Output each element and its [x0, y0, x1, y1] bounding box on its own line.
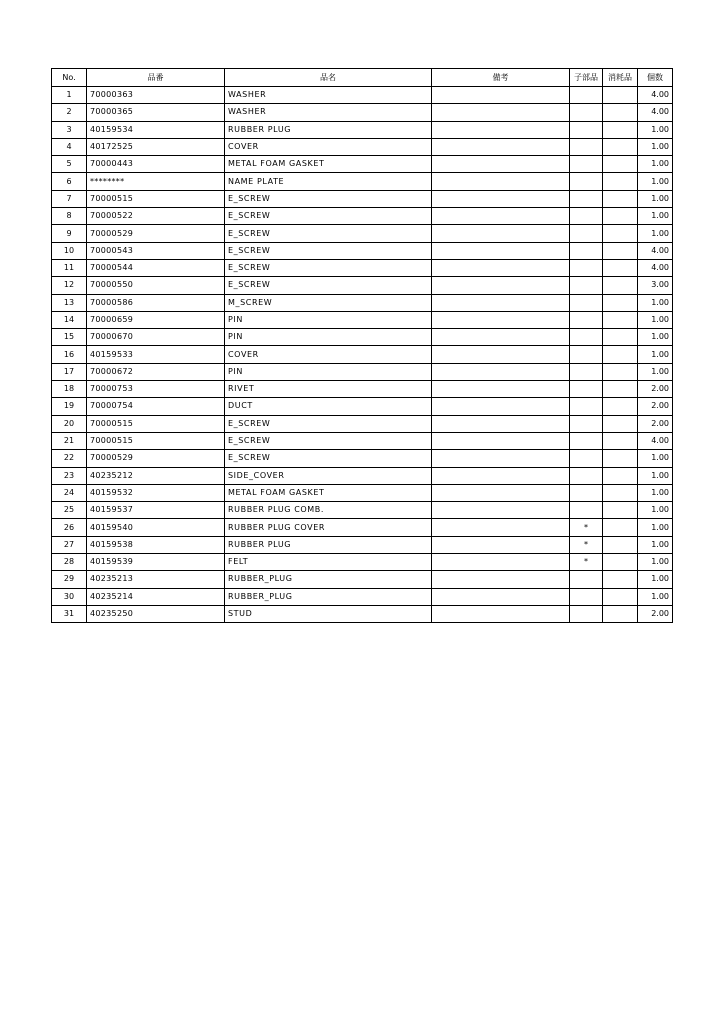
cell-quantity: 1.00: [638, 467, 673, 484]
header-no: No.: [52, 69, 87, 87]
cell-remarks: [432, 329, 570, 346]
cell-consumable: [603, 87, 638, 104]
cell-no: 6: [52, 173, 87, 190]
table-row: [52, 329, 673, 346]
cell-remarks: [432, 363, 570, 380]
table-row: [52, 156, 673, 173]
cell-quantity: 1.00: [638, 225, 673, 242]
cell-consumable: [603, 277, 638, 294]
cell-sub-part: *: [570, 536, 603, 553]
cell-part-number: ********: [87, 173, 225, 190]
cell-quantity: 4.00: [638, 87, 673, 104]
cell-no: 7: [52, 190, 87, 207]
cell-remarks: [432, 415, 570, 432]
cell-consumable: [603, 554, 638, 571]
cell-no: 28: [52, 554, 87, 571]
cell-consumable: [603, 242, 638, 259]
cell-remarks: [432, 311, 570, 328]
cell-consumable: [603, 502, 638, 519]
cell-quantity: 4.00: [638, 104, 673, 121]
cell-part-name: RIVET: [225, 381, 432, 398]
cell-no: 14: [52, 311, 87, 328]
table-row: [52, 311, 673, 328]
table-row: [52, 87, 673, 104]
cell-remarks: [432, 588, 570, 605]
cell-sub-part: *: [570, 554, 603, 571]
cell-no: 31: [52, 605, 87, 622]
cell-sub-part: [570, 104, 603, 121]
cell-quantity: 1.00: [638, 588, 673, 605]
cell-consumable: [603, 536, 638, 553]
cell-no: 23: [52, 467, 87, 484]
cell-consumable: [603, 173, 638, 190]
cell-quantity: 1.00: [638, 294, 673, 311]
cell-consumable: [603, 259, 638, 276]
table-row: [52, 467, 673, 484]
table-row: [52, 173, 673, 190]
cell-sub-part: [570, 571, 603, 588]
cell-sub-part: [570, 311, 603, 328]
cell-remarks: [432, 346, 570, 363]
cell-part-number: 40159532: [87, 484, 225, 501]
cell-part-name: STUD: [225, 605, 432, 622]
cell-sub-part: [570, 363, 603, 380]
cell-part-number: 40159538: [87, 536, 225, 553]
cell-part-name: E_SCREW: [225, 190, 432, 207]
cell-quantity: 1.00: [638, 311, 673, 328]
cell-remarks: [432, 398, 570, 415]
cell-quantity: 2.00: [638, 381, 673, 398]
cell-remarks: [432, 242, 570, 259]
cell-part-number: 70000550: [87, 277, 225, 294]
cell-no: 10: [52, 242, 87, 259]
cell-no: 24: [52, 484, 87, 501]
cell-remarks: [432, 432, 570, 449]
cell-part-number: 40235212: [87, 467, 225, 484]
cell-quantity: 1.00: [638, 346, 673, 363]
cell-consumable: [603, 605, 638, 622]
cell-sub-part: [570, 225, 603, 242]
cell-part-number: 70000365: [87, 104, 225, 121]
cell-quantity: 4.00: [638, 259, 673, 276]
cell-consumable: [603, 138, 638, 155]
cell-part-number: 70000544: [87, 259, 225, 276]
cell-part-name: METAL FOAM GASKET: [225, 156, 432, 173]
table-row: [52, 432, 673, 449]
cell-quantity: 4.00: [638, 242, 673, 259]
table-row: [52, 225, 673, 242]
cell-sub-part: [570, 588, 603, 605]
cell-no: 30: [52, 588, 87, 605]
cell-part-number: 70000515: [87, 432, 225, 449]
cell-quantity: 1.00: [638, 121, 673, 138]
header-remarks: 備考: [432, 69, 570, 87]
cell-remarks: [432, 208, 570, 225]
cell-consumable: [603, 415, 638, 432]
cell-quantity: 2.00: [638, 398, 673, 415]
cell-part-name: PIN: [225, 311, 432, 328]
parts-list-table: [51, 68, 673, 623]
cell-part-number: 70000515: [87, 190, 225, 207]
cell-no: 26: [52, 519, 87, 536]
cell-part-name: E_SCREW: [225, 450, 432, 467]
cell-remarks: [432, 519, 570, 536]
cell-consumable: [603, 156, 638, 173]
table-row: [52, 346, 673, 363]
table-body: [52, 87, 673, 623]
cell-remarks: [432, 104, 570, 121]
cell-no: 15: [52, 329, 87, 346]
header-quantity: 個数: [638, 69, 673, 87]
cell-no: 22: [52, 450, 87, 467]
cell-part-name: E_SCREW: [225, 415, 432, 432]
header-part-number: 品番: [87, 69, 225, 87]
cell-sub-part: [570, 346, 603, 363]
cell-remarks: [432, 156, 570, 173]
cell-quantity: 1.00: [638, 519, 673, 536]
table-row: [52, 605, 673, 622]
cell-part-number: 70000529: [87, 225, 225, 242]
cell-part-name: E_SCREW: [225, 432, 432, 449]
cell-part-number: 70000443: [87, 156, 225, 173]
cell-remarks: [432, 121, 570, 138]
cell-consumable: [603, 208, 638, 225]
cell-part-name: E_SCREW: [225, 277, 432, 294]
cell-sub-part: [570, 605, 603, 622]
cell-part-name: E_SCREW: [225, 242, 432, 259]
cell-part-number: 70000515: [87, 415, 225, 432]
cell-quantity: 1.00: [638, 536, 673, 553]
cell-quantity: 1.00: [638, 571, 673, 588]
table-row: [52, 381, 673, 398]
cell-consumable: [603, 294, 638, 311]
cell-no: 25: [52, 502, 87, 519]
cell-no: 8: [52, 208, 87, 225]
cell-consumable: [603, 571, 638, 588]
cell-no: 11: [52, 259, 87, 276]
cell-part-number: 70000672: [87, 363, 225, 380]
cell-consumable: [603, 588, 638, 605]
table-row: [52, 571, 673, 588]
cell-consumable: [603, 519, 638, 536]
cell-consumable: [603, 363, 638, 380]
cell-no: 9: [52, 225, 87, 242]
cell-part-number: 70000754: [87, 398, 225, 415]
cell-quantity: 4.00: [638, 432, 673, 449]
cell-sub-part: [570, 156, 603, 173]
table-row: [52, 398, 673, 415]
cell-quantity: 1.00: [638, 138, 673, 155]
cell-quantity: 1.00: [638, 502, 673, 519]
cell-remarks: [432, 190, 570, 207]
cell-no: 2: [52, 104, 87, 121]
cell-consumable: [603, 225, 638, 242]
cell-no: 20: [52, 415, 87, 432]
cell-no: 29: [52, 571, 87, 588]
cell-no: 5: [52, 156, 87, 173]
cell-sub-part: [570, 484, 603, 501]
cell-consumable: [603, 432, 638, 449]
cell-quantity: 3.00: [638, 277, 673, 294]
cell-no: 19: [52, 398, 87, 415]
table-row: [52, 190, 673, 207]
cell-part-number: 70000659: [87, 311, 225, 328]
cell-part-number: 70000586: [87, 294, 225, 311]
cell-remarks: [432, 277, 570, 294]
cell-sub-part: [570, 208, 603, 225]
cell-part-number: 40159534: [87, 121, 225, 138]
cell-part-number: 40172525: [87, 138, 225, 155]
cell-part-number: 70000670: [87, 329, 225, 346]
cell-remarks: [432, 484, 570, 501]
cell-part-name: COVER: [225, 138, 432, 155]
cell-no: 1: [52, 87, 87, 104]
cell-sub-part: [570, 138, 603, 155]
cell-consumable: [603, 450, 638, 467]
cell-quantity: 1.00: [638, 190, 673, 207]
cell-part-name: WASHER: [225, 104, 432, 121]
cell-remarks: [432, 554, 570, 571]
cell-part-number: 40235213: [87, 571, 225, 588]
cell-quantity: 2.00: [638, 605, 673, 622]
cell-quantity: 1.00: [638, 173, 673, 190]
cell-remarks: [432, 536, 570, 553]
cell-part-name: WASHER: [225, 87, 432, 104]
cell-part-number: 70000753: [87, 381, 225, 398]
table-row: [52, 450, 673, 467]
cell-part-name: PIN: [225, 329, 432, 346]
cell-part-number: 40235214: [87, 588, 225, 605]
cell-sub-part: [570, 329, 603, 346]
table-row: [52, 363, 673, 380]
cell-no: 16: [52, 346, 87, 363]
header-row: [52, 69, 673, 87]
cell-consumable: [603, 311, 638, 328]
cell-part-name: FELT: [225, 554, 432, 571]
cell-consumable: [603, 467, 638, 484]
table-row: [52, 259, 673, 276]
cell-part-name: M_SCREW: [225, 294, 432, 311]
cell-sub-part: [570, 450, 603, 467]
cell-consumable: [603, 329, 638, 346]
cell-sub-part: [570, 87, 603, 104]
cell-part-name: PIN: [225, 363, 432, 380]
cell-remarks: [432, 467, 570, 484]
cell-part-name: RUBBER_PLUG: [225, 588, 432, 605]
cell-consumable: [603, 121, 638, 138]
cell-part-name: RUBBER PLUG: [225, 536, 432, 553]
table-row: [52, 588, 673, 605]
cell-sub-part: [570, 432, 603, 449]
cell-part-number: 40159540: [87, 519, 225, 536]
cell-part-name: COVER: [225, 346, 432, 363]
cell-quantity: 1.00: [638, 329, 673, 346]
cell-sub-part: [570, 259, 603, 276]
cell-sub-part: [570, 173, 603, 190]
cell-remarks: [432, 173, 570, 190]
cell-remarks: [432, 138, 570, 155]
cell-consumable: [603, 398, 638, 415]
table-row: [52, 138, 673, 155]
cell-sub-part: [570, 467, 603, 484]
table-row: [52, 121, 673, 138]
cell-part-number: 70000529: [87, 450, 225, 467]
cell-part-number: 40235250: [87, 605, 225, 622]
cell-remarks: [432, 87, 570, 104]
cell-no: 3: [52, 121, 87, 138]
cell-consumable: [603, 104, 638, 121]
cell-sub-part: [570, 277, 603, 294]
cell-consumable: [603, 346, 638, 363]
cell-part-name: RUBBER PLUG: [225, 121, 432, 138]
cell-sub-part: [570, 294, 603, 311]
cell-remarks: [432, 225, 570, 242]
cell-consumable: [603, 381, 638, 398]
table-row: [52, 519, 673, 536]
cell-no: 17: [52, 363, 87, 380]
cell-sub-part: [570, 242, 603, 259]
cell-part-name: RUBBER_PLUG: [225, 571, 432, 588]
cell-part-number: 70000543: [87, 242, 225, 259]
cell-remarks: [432, 605, 570, 622]
cell-quantity: 1.00: [638, 156, 673, 173]
cell-part-name: NAME PLATE: [225, 173, 432, 190]
cell-no: 18: [52, 381, 87, 398]
cell-consumable: [603, 190, 638, 207]
cell-part-name: E_SCREW: [225, 259, 432, 276]
table-row: [52, 294, 673, 311]
cell-quantity: 1.00: [638, 208, 673, 225]
cell-part-name: METAL FOAM GASKET: [225, 484, 432, 501]
cell-sub-part: [570, 502, 603, 519]
cell-quantity: 1.00: [638, 484, 673, 501]
table-row: [52, 104, 673, 121]
cell-quantity: 1.00: [638, 363, 673, 380]
cell-sub-part: *: [570, 519, 603, 536]
cell-remarks: [432, 381, 570, 398]
cell-sub-part: [570, 381, 603, 398]
table-row: [52, 415, 673, 432]
cell-consumable: [603, 484, 638, 501]
cell-part-name: E_SCREW: [225, 208, 432, 225]
cell-remarks: [432, 571, 570, 588]
table-row: [52, 484, 673, 501]
cell-sub-part: [570, 190, 603, 207]
cell-part-number: 70000522: [87, 208, 225, 225]
cell-no: 13: [52, 294, 87, 311]
cell-no: 27: [52, 536, 87, 553]
cell-part-name: RUBBER PLUG COVER: [225, 519, 432, 536]
cell-sub-part: [570, 121, 603, 138]
cell-part-name: E_SCREW: [225, 225, 432, 242]
cell-part-name: DUCT: [225, 398, 432, 415]
table-row: [52, 242, 673, 259]
header-consumable: 消耗品: [603, 69, 638, 87]
table-row: [52, 502, 673, 519]
cell-sub-part: [570, 398, 603, 415]
cell-remarks: [432, 450, 570, 467]
cell-part-number: 40159537: [87, 502, 225, 519]
cell-no: 12: [52, 277, 87, 294]
cell-remarks: [432, 294, 570, 311]
header-sub-part: 子部品: [570, 69, 603, 87]
cell-quantity: 1.00: [638, 450, 673, 467]
cell-part-number: 40159539: [87, 554, 225, 571]
cell-part-name: RUBBER PLUG COMB.: [225, 502, 432, 519]
cell-remarks: [432, 259, 570, 276]
cell-quantity: 1.00: [638, 554, 673, 571]
cell-remarks: [432, 502, 570, 519]
table-row: [52, 208, 673, 225]
cell-part-number: 70000363: [87, 87, 225, 104]
cell-no: 4: [52, 138, 87, 155]
cell-no: 21: [52, 432, 87, 449]
header-part-name: 品名: [225, 69, 432, 87]
cell-part-name: SIDE_COVER: [225, 467, 432, 484]
cell-quantity: 2.00: [638, 415, 673, 432]
cell-sub-part: [570, 415, 603, 432]
table-row: [52, 536, 673, 553]
table-row: [52, 277, 673, 294]
table-row: [52, 554, 673, 571]
cell-part-number: 40159533: [87, 346, 225, 363]
